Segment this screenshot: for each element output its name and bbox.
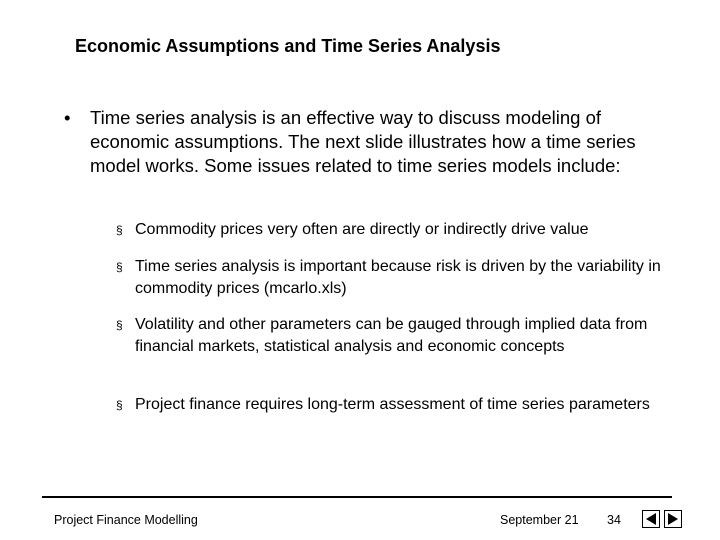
sub-bullet-1	[116, 219, 676, 241]
footer-rule	[42, 496, 672, 498]
sub-bullet-marker: §	[116, 260, 123, 274]
sub-bullet-text: Volatility and other parameters can be gauged through implied data from financial markets, statistical analysis and economic concepts	[135, 316, 648, 355]
sub-bullet-text: Project finance requires long-term assessment of time series parameters	[135, 396, 650, 413]
previous-slide-button[interactable]	[642, 510, 660, 528]
footer-date: September 21	[500, 513, 579, 527]
sub-bullet-2	[116, 256, 676, 300]
footer-title: Project Finance Modelling	[54, 513, 198, 527]
slide-title: Economic Assumptions and Time Series Analysis	[75, 36, 501, 56]
sub-bullet-4	[116, 394, 676, 416]
next-slide-icon	[665, 511, 681, 527]
sub-bullet-3	[116, 314, 676, 358]
bullet-dot: •	[64, 107, 71, 128]
page-number: 34	[607, 513, 621, 527]
sub-bullet-marker: §	[116, 318, 123, 332]
main-bullet-text: Time series analysis is an effective way to discuss modeling of economic assumptions. The next slide illustrates how a time series model works. Some issues related to time series models include:	[90, 107, 636, 176]
sub-bullet-marker: §	[116, 398, 123, 412]
sub-bullet-text: Commodity prices very often are directly or indirectly drive value	[135, 221, 589, 238]
next-slide-button[interactable]	[664, 510, 682, 528]
sub-bullet-marker: §	[116, 223, 123, 237]
previous-slide-icon	[643, 511, 659, 527]
sub-bullet-text: Time series analysis is important because risk is driven by the variability in commodity prices (mcarlo.xls)	[135, 258, 661, 297]
main-bullet	[64, 106, 674, 178]
